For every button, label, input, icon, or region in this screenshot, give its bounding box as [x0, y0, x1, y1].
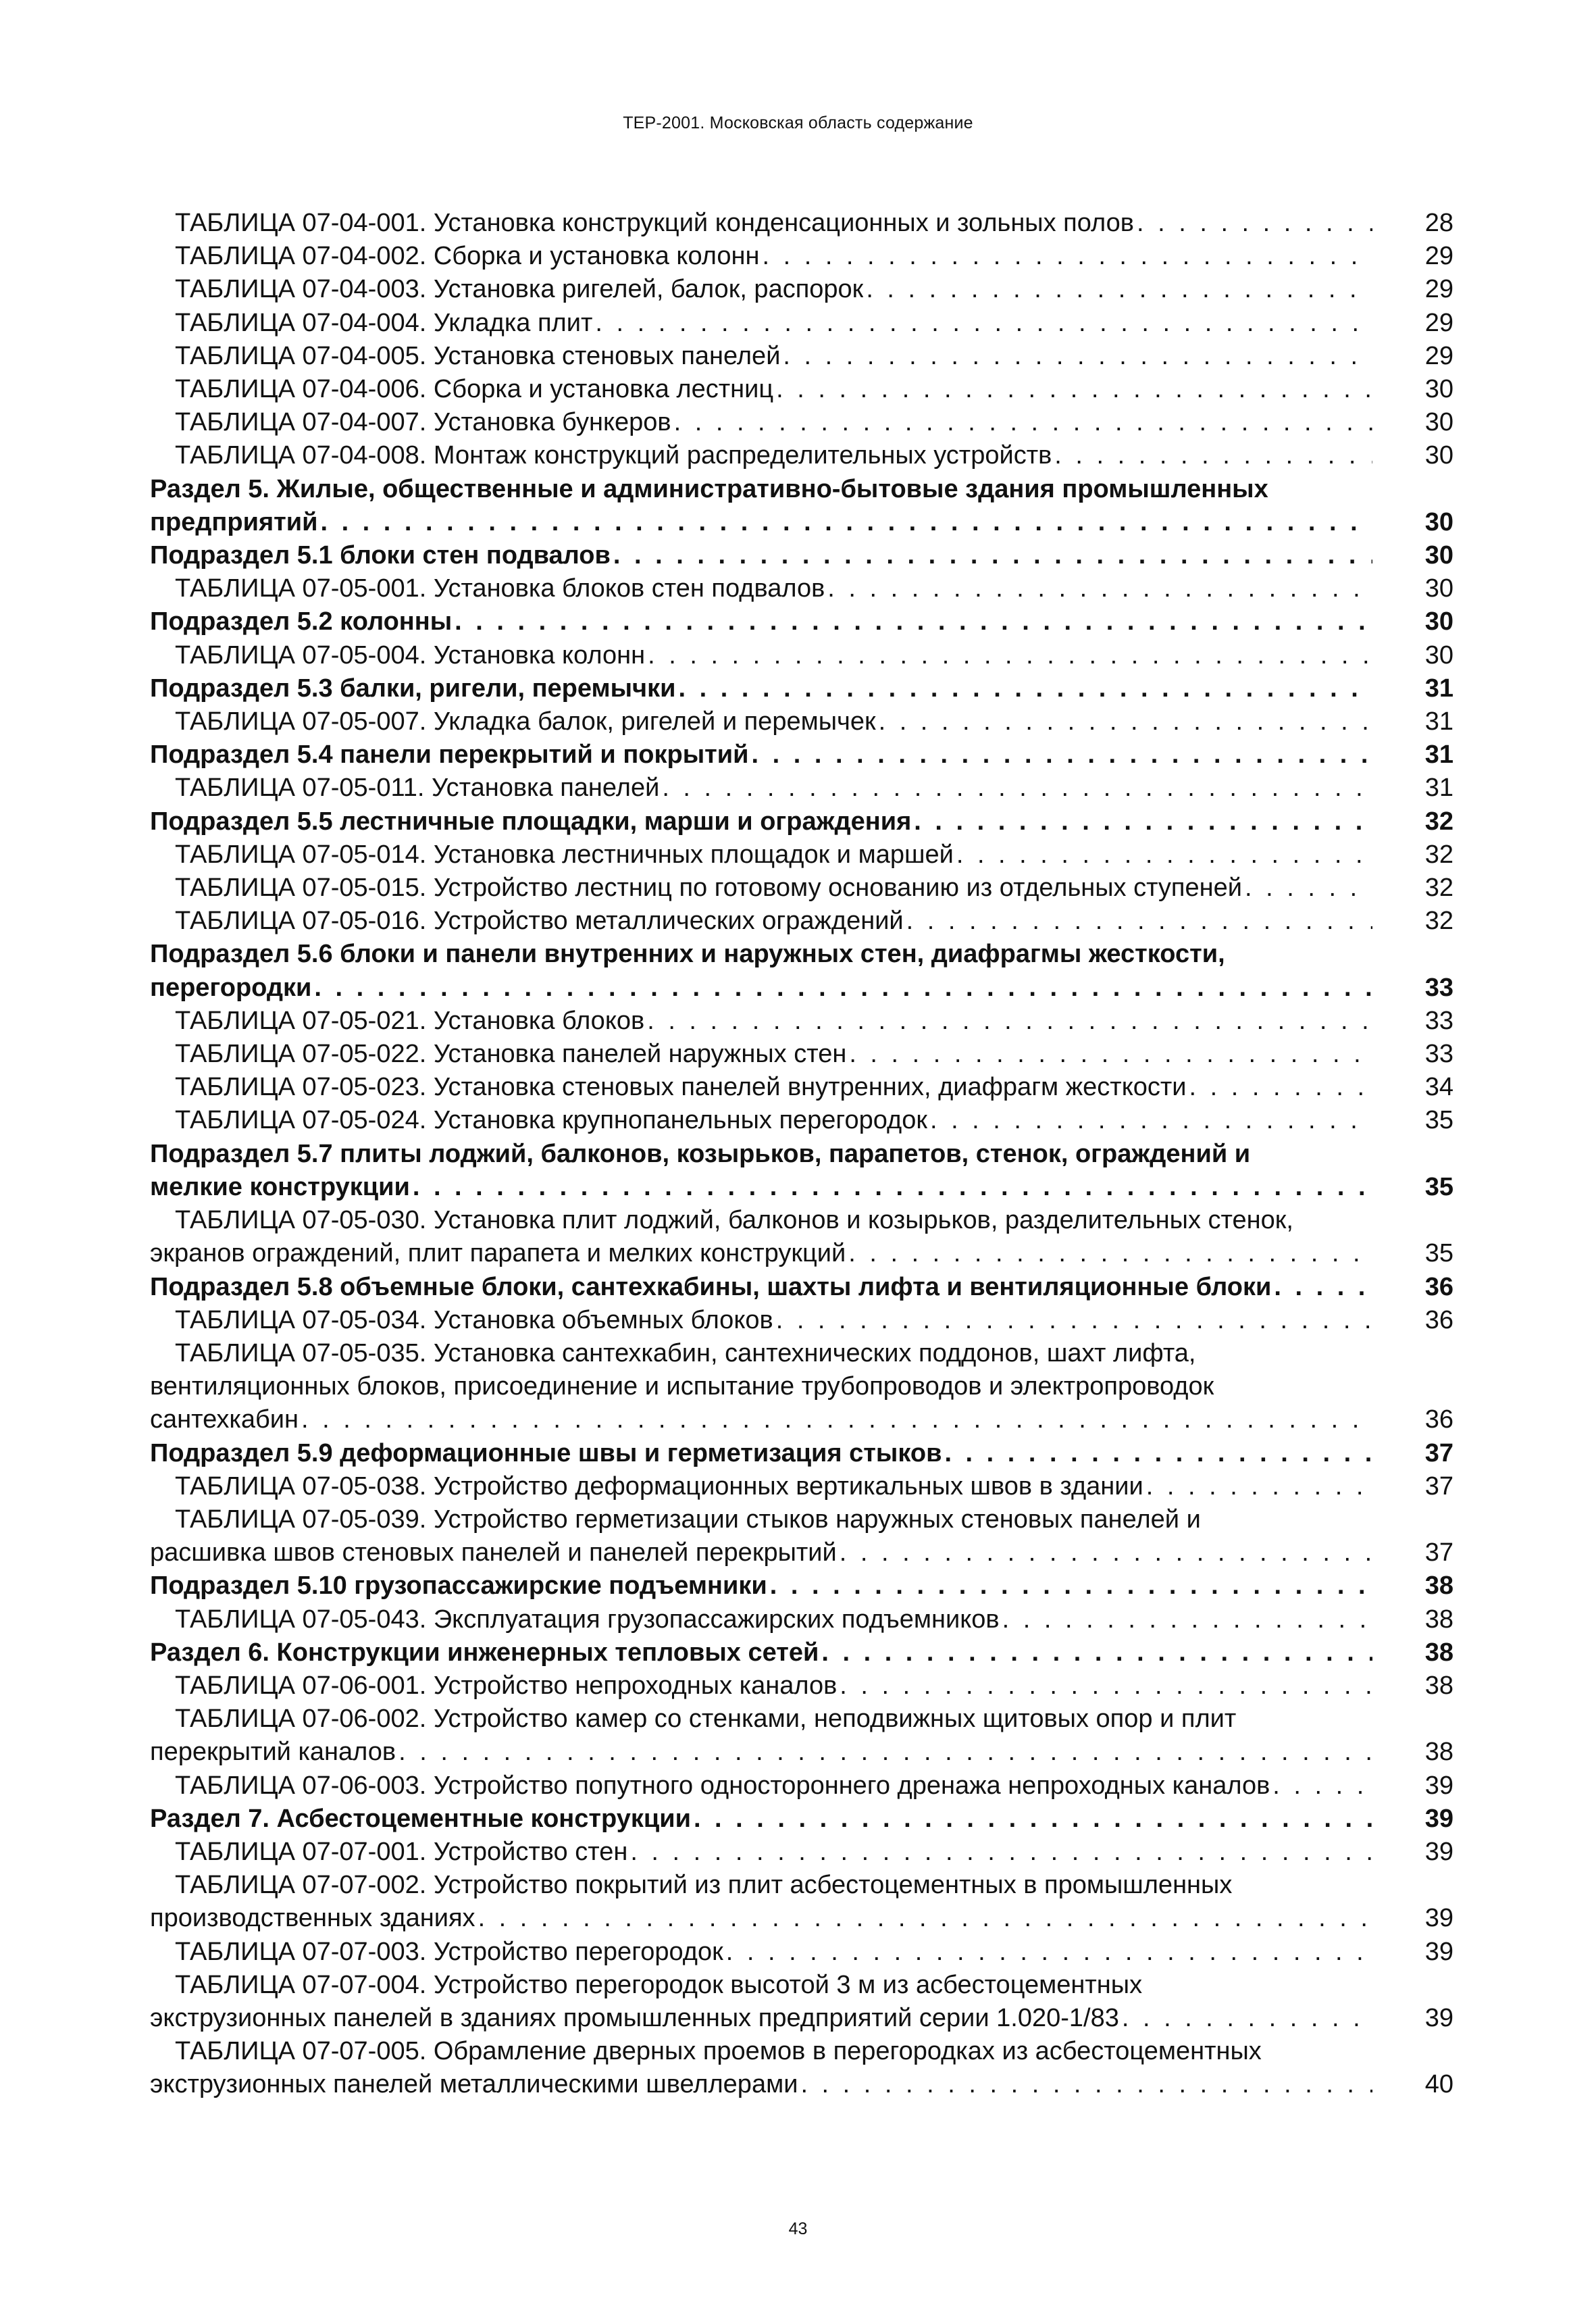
toc-entry-text-line: ТАБЛИЦА 07-07-002. Устройство покрытий из плит асбестоцементных в промышленных	[175, 1871, 1233, 1900]
dot-leader	[942, 1437, 1372, 1470]
toc-table-entry[interactable]	[150, 207, 1453, 240]
toc-page-number: 29	[1424, 341, 1453, 370]
toc-entry-title: ТАБЛИЦА 07-07-003. Устройство перегородок	[175, 1937, 723, 1966]
dot-leader	[1270, 1769, 1372, 1803]
dot-leader	[592, 307, 1372, 340]
toc-table-entry[interactable]	[150, 1769, 1453, 1803]
toc-table-entry[interactable]	[150, 2035, 1453, 2101]
toc-table-entry[interactable]	[150, 1038, 1453, 1071]
toc-table-entry[interactable]	[150, 1304, 1453, 1337]
dot-leader	[837, 1669, 1372, 1703]
dot-leader	[954, 838, 1372, 872]
toc-table-entry[interactable]	[150, 439, 1453, 472]
toc-page-number: 30	[1424, 408, 1453, 437]
toc-entry-title: Подраздел 5.9 деформационные швы и герметизация стыков	[150, 1438, 942, 1467]
toc-page-number: 31	[1424, 674, 1453, 703]
toc-entry-row	[150, 2002, 1453, 2035]
toc-table-entry[interactable]	[150, 1204, 1453, 1270]
toc-entry-title: ТАБЛИЦА 07-05-038. Устройство деформационных вертикальных швов в здании	[175, 1472, 1143, 1501]
dot-leader	[627, 1836, 1372, 1869]
toc-entry-row	[150, 1071, 1453, 1104]
dot-leader	[410, 1171, 1372, 1204]
dot-leader	[317, 506, 1372, 539]
toc-page-number: 32	[1424, 907, 1453, 936]
table-of-contents	[150, 207, 1453, 2102]
toc-entry-title: экструзионных панелей металлическими швеллерами	[150, 2070, 798, 2099]
toc-entry-title: Подраздел 5.5 лестничные площадки, марши и ограждения	[150, 807, 912, 836]
toc-entry-row	[150, 273, 1453, 306]
toc-entry-row	[150, 605, 1453, 638]
toc-entry-title: ТАБЛИЦА 07-05-016. Устройство металлических ограждений	[175, 907, 904, 936]
dot-leader	[1052, 439, 1372, 472]
dot-leader	[767, 1569, 1372, 1603]
toc-entry-title: Раздел 6. Конструкции инженерных тепловых сетей	[150, 1638, 819, 1667]
toc-entry-title: Подраздел 5.1 блоки стен подвалов	[150, 541, 611, 570]
toc-entry-title: ТАБЛИЦА 07-07-001. Устройство стен	[175, 1837, 628, 1866]
toc-page-number: 35	[1424, 1239, 1453, 1268]
toc-entry-row	[150, 1603, 1453, 1636]
toc-table-entry[interactable]	[150, 340, 1453, 373]
toc-page-number: 40	[1424, 2070, 1453, 2099]
toc-entry-row	[150, 1403, 1453, 1436]
dot-leader	[825, 572, 1372, 605]
toc-entry-title: ТАБЛИЦА 07-04-002. Сборка и установка колонн	[175, 242, 760, 271]
toc-entry-title: ТАБЛИЦА 07-06-001. Устройство непроходных каналов	[175, 1671, 838, 1700]
toc-table-entry[interactable]	[150, 572, 1453, 605]
toc-entry-row	[150, 1470, 1453, 1503]
toc-entry-title: Подраздел 5.3 балки, ригели, перемычки	[150, 674, 676, 703]
dot-leader	[644, 1005, 1372, 1038]
dot-leader	[759, 240, 1372, 273]
dot-leader	[837, 1536, 1372, 1569]
toc-entry-row	[150, 972, 1453, 1005]
dot-leader	[846, 1038, 1372, 1071]
toc-entry-title: ТАБЛИЦА 07-05-022. Установка панелей наружных стен	[175, 1040, 847, 1069]
toc-entry-row	[150, 240, 1453, 273]
toc-table-entry[interactable]	[150, 1969, 1453, 2035]
toc-entry-row	[150, 805, 1453, 838]
toc-entry-text-line: ТАБЛИЦА 07-05-035. Установка сантехкабин, сантехнических поддонов, шахт лифта,	[175, 1338, 1196, 1367]
toc-section-entry[interactable]	[150, 672, 1453, 705]
dot-leader	[773, 1304, 1372, 1337]
toc-page-number: 28	[1424, 209, 1453, 237]
toc-page-number: 31	[1424, 707, 1453, 736]
toc-page-number: 30	[1424, 507, 1453, 536]
toc-entry-row	[150, 1669, 1453, 1703]
toc-page-number: 36	[1424, 1405, 1453, 1434]
toc-section-entry[interactable]	[150, 1803, 1453, 1836]
toc-entry-row	[150, 705, 1453, 738]
toc-entry-title: ТАБЛИЦА 07-04-005. Установка стеновых панелей	[175, 341, 781, 370]
toc-entry-text-line: ТАБЛИЦА 07-06-002. Устройство камер со стенками, неподвижных щитовых опор и плит	[175, 1705, 1237, 1734]
toc-page-number: 32	[1424, 807, 1453, 836]
toc-entry-title: ТАБЛИЦА 07-05-015. Устройство лестниц по готовому основанию из отдельных ступеней	[175, 874, 1242, 903]
toc-entry-title: Подраздел 5.10 грузопассажирские подъемники	[150, 1571, 767, 1601]
toc-table-entry[interactable]	[150, 1703, 1453, 1769]
toc-entry-title: ТАБЛИЦА 07-04-008. Монтаж конструкций распределительных устройств	[175, 441, 1052, 470]
toc-entry-row	[150, 1171, 1453, 1204]
toc-entry-title: ТАБЛИЦА 07-05-034. Установка объемных блоков	[175, 1305, 773, 1334]
toc-entry-title: ТАБЛИЦА 07-05-011. Установка панелей	[175, 774, 660, 803]
toc-entry-title: экструзионных панелей в зданиях промышленных предприятий серии 1.020-1/83	[150, 2003, 1119, 2032]
dot-leader	[691, 1803, 1372, 1836]
toc-entry-title: ТАБЛИЦА 07-04-006. Сборка и установка лестниц	[175, 375, 774, 404]
dot-leader	[659, 772, 1372, 805]
toc-entry-row	[150, 905, 1453, 938]
toc-entry-row	[150, 672, 1453, 705]
dot-leader	[773, 373, 1372, 406]
toc-entry-title: ТАБЛИЦА 07-04-001. Установка конструкций конденсационных и зольных полов	[175, 209, 1134, 237]
toc-entry-row	[150, 1736, 1453, 1769]
dot-leader	[749, 738, 1372, 772]
toc-entry-row	[150, 1038, 1453, 1071]
toc-entry-title: ТАБЛИЦА 07-05-014. Установка лестничных площадок и маршей	[175, 840, 954, 869]
toc-table-entry[interactable]	[150, 1869, 1453, 1935]
toc-entry-row	[150, 307, 1453, 340]
toc-entry-row	[150, 1836, 1453, 1869]
toc-page-number: 30	[1424, 375, 1453, 404]
toc-section-entry[interactable]	[150, 1271, 1453, 1304]
dot-leader	[1271, 1271, 1372, 1304]
dot-leader	[780, 340, 1372, 373]
toc-page-number: 38	[1424, 1605, 1453, 1634]
toc-page-number: 33	[1424, 973, 1453, 1002]
toc-entry-title: Подраздел 5.4 панели перекрытий и покрытий	[150, 740, 749, 770]
toc-entry-title: Раздел 7. Асбестоцементные конструкции	[150, 1804, 691, 1833]
toc-entry-text-line: ТАБЛИЦА 07-05-030. Установка плит лоджий, балконов и козырьков, разделительных стенок,	[175, 1206, 1293, 1235]
dot-leader	[819, 1636, 1372, 1669]
toc-entry-row	[150, 1902, 1453, 1935]
toc-entry-row	[150, 1104, 1453, 1137]
toc-entry-title: ТАБЛИЦА 07-05-024. Установка крупнопанельных перегородок	[175, 1106, 927, 1135]
dot-leader	[671, 406, 1372, 439]
toc-entry-row	[150, 1769, 1453, 1803]
toc-entry-text-line: ТАБЛИЦА 07-07-005. Обрамление дверных проемов в перегородках из асбестоцементных	[175, 2037, 1262, 2066]
dot-leader	[311, 972, 1372, 1005]
dot-leader	[1242, 872, 1372, 905]
toc-entry-title: ТАБЛИЦА 07-05-004. Установка колонн	[175, 640, 646, 670]
toc-table-entry[interactable]	[150, 307, 1453, 340]
toc-page-number: 35	[1424, 1106, 1453, 1135]
toc-section-entry[interactable]	[150, 1636, 1453, 1669]
toc-entry-title: ТАБЛИЦА 07-05-007. Укладка балок, ригелей и перемычек	[175, 707, 876, 736]
toc-page-number: 39	[1424, 2003, 1453, 2032]
toc-table-entry[interactable]	[150, 772, 1453, 805]
toc-entry-row	[150, 406, 1453, 439]
toc-section-entry[interactable]	[150, 473, 1453, 539]
toc-page-number: 39	[1424, 1837, 1453, 1866]
toc-table-entry[interactable]	[150, 373, 1453, 406]
toc-page-number: 30	[1424, 541, 1453, 570]
toc-entry-title: ТАБЛИЦА 07-05-001. Установка блоков стен подвалов	[175, 574, 825, 603]
toc-page-number: 36	[1424, 1272, 1453, 1301]
toc-entry-row	[150, 772, 1453, 805]
toc-table-entry[interactable]	[150, 838, 1453, 872]
toc-entry-title: сантехкабин	[150, 1405, 299, 1434]
toc-entry-row	[150, 1803, 1453, 1836]
toc-section-entry[interactable]	[150, 738, 1453, 772]
toc-entry-row	[150, 1536, 1453, 1569]
toc-entry-title: ТАБЛИЦА 07-05-021. Установка блоков	[175, 1006, 645, 1035]
toc-entry-title: перегородки	[150, 973, 312, 1002]
toc-entry-text-line: ТАБЛИЦА 07-05-039. Устройство герметизации стыков наружных стеновых панелей и	[175, 1505, 1201, 1534]
toc-page-number: 30	[1424, 441, 1453, 470]
dot-leader	[475, 1902, 1372, 1935]
dot-leader	[452, 605, 1372, 638]
toc-table-entry[interactable]	[150, 1503, 1453, 1569]
toc-section-entry[interactable]	[150, 1138, 1453, 1204]
toc-table-entry[interactable]	[150, 1337, 1453, 1437]
toc-entry-row	[150, 1437, 1453, 1470]
running-header: ТЕР-2001. Московская область содержание	[623, 114, 973, 132]
toc-entry-row	[150, 506, 1453, 539]
toc-section-entry[interactable]	[150, 1569, 1453, 1603]
toc-entry-title: Подраздел 5.2 колонны	[150, 607, 453, 636]
toc-section-entry[interactable]	[150, 605, 1453, 638]
toc-entry-row	[150, 373, 1453, 406]
toc-entry-row	[150, 738, 1453, 772]
toc-table-entry[interactable]	[150, 1603, 1453, 1636]
toc-page-number: 37	[1424, 1438, 1453, 1467]
toc-entry-row	[150, 1569, 1453, 1603]
dot-leader	[876, 705, 1372, 738]
page-number: 43	[788, 2219, 808, 2238]
toc-table-entry[interactable]	[150, 639, 1453, 672]
toc-page-number: 30	[1424, 574, 1453, 603]
toc-page-number: 36	[1424, 1305, 1453, 1334]
toc-page-number: 39	[1424, 1771, 1453, 1800]
toc-page-number: 38	[1424, 1671, 1453, 1700]
toc-page-number: 38	[1424, 1638, 1453, 1667]
toc-entry-row	[150, 539, 1453, 572]
toc-table-entry[interactable]	[150, 240, 1453, 273]
dot-leader	[1119, 2002, 1372, 2035]
toc-table-entry[interactable]	[150, 1104, 1453, 1137]
toc-entry-row	[150, 1271, 1453, 1304]
toc-entry-text-line: ТАБЛИЦА 07-07-004. Устройство перегородок высотой 3 м из асбестоцементных	[175, 1970, 1143, 1999]
toc-section-entry[interactable]	[150, 805, 1453, 838]
toc-page-number: 29	[1424, 308, 1453, 337]
toc-entry-title: расшивка швов стеновых панелей и панелей перекрытий	[150, 1538, 837, 1567]
toc-page-number: 37	[1424, 1538, 1453, 1567]
toc-entry-title: ТАБЛИЦА 07-06-003. Устройство попутного одностороннего дренажа непроходных каналов	[175, 1771, 1270, 1800]
toc-table-entry[interactable]	[150, 1470, 1453, 1503]
toc-section-entry[interactable]	[150, 1437, 1453, 1470]
toc-entry-text-line: Подраздел 5.7 плиты лоджий, балконов, козырьков, парапетов, стенок, ограждений и	[150, 1139, 1251, 1168]
dot-leader	[798, 2068, 1372, 2101]
toc-page-number: 29	[1424, 275, 1453, 304]
toc-page-number: 30	[1424, 607, 1453, 636]
toc-entry-row	[150, 2068, 1453, 2101]
toc-entry-title: ТАБЛИЦА 07-05-043. Эксплуатация грузопассажирских подъемников	[175, 1605, 1000, 1634]
toc-page-number: 39	[1424, 1937, 1453, 1966]
toc-entry-row	[150, 1005, 1453, 1038]
toc-page-number: 31	[1424, 774, 1453, 803]
toc-page-number: 34	[1424, 1073, 1453, 1102]
toc-entry-title: ТАБЛИЦА 07-04-007. Установка бункеров	[175, 408, 671, 437]
dot-leader	[723, 1936, 1372, 1969]
toc-entry-row	[150, 1237, 1453, 1270]
toc-table-entry[interactable]	[150, 872, 1453, 905]
toc-page-number: 29	[1424, 242, 1453, 271]
dot-leader	[1187, 1071, 1372, 1104]
dot-leader	[1000, 1603, 1372, 1636]
toc-section-entry[interactable]	[150, 539, 1453, 572]
toc-entry-row	[150, 572, 1453, 605]
toc-table-entry[interactable]	[150, 1936, 1453, 1969]
dot-leader	[611, 539, 1372, 572]
dot-leader	[645, 639, 1372, 672]
toc-entry-title: Подраздел 5.8 объемные блоки, сантехкабины, шахты лифта и вентиляционные блоки	[150, 1272, 1272, 1301]
toc-entry-row	[150, 1304, 1453, 1337]
toc-entry-row	[150, 639, 1453, 672]
toc-entry-title: производственных зданиях	[150, 1904, 475, 1933]
toc-page-number: 35	[1424, 1172, 1453, 1201]
toc-entry-title: мелкие конструкции	[150, 1172, 410, 1201]
toc-entry-row	[150, 439, 1453, 472]
toc-table-entry[interactable]	[150, 905, 1453, 938]
dot-leader	[911, 805, 1372, 838]
toc-entry-title: ТАБЛИЦА 07-04-004. Укладка плит	[175, 308, 593, 337]
toc-page-number: 39	[1424, 1904, 1453, 1933]
dot-leader	[299, 1403, 1372, 1436]
toc-entry-row	[150, 838, 1453, 872]
toc-page-number: 32	[1424, 840, 1453, 869]
toc-entry-text-line: вентиляционных блоков, присоединение и испытание трубопроводов и электропроводок	[150, 1372, 1214, 1401]
toc-table-entry[interactable]	[150, 1071, 1453, 1104]
toc-entry-title: ТАБЛИЦА 07-05-023. Установка стеновых панелей внутренних, диафрагм жесткости	[175, 1073, 1187, 1102]
toc-section-entry[interactable]	[150, 938, 1453, 1004]
toc-entry-row	[150, 207, 1453, 240]
dot-leader	[676, 672, 1373, 705]
dot-leader	[396, 1736, 1372, 1769]
toc-page-number: 30	[1424, 640, 1453, 670]
dot-leader	[1134, 207, 1372, 240]
dot-leader	[846, 1237, 1372, 1270]
toc-entry-row	[150, 1636, 1453, 1669]
toc-table-entry[interactable]	[150, 705, 1453, 738]
toc-entry-title: экранов ограждений, плит парапета и мелких конструкций	[150, 1239, 846, 1268]
toc-page-number: 38	[1424, 1571, 1453, 1601]
toc-page-number: 39	[1424, 1804, 1453, 1833]
dot-leader	[904, 905, 1372, 938]
toc-entry-row	[150, 1936, 1453, 1969]
toc-table-entry[interactable]	[150, 1669, 1453, 1703]
toc-entry-text-line: Подраздел 5.6 блоки и панели внутренних и наружных стен, диафрагмы жесткости,	[150, 940, 1225, 969]
toc-entry-text-line: Раздел 5. Жилые, общественные и административно-бытовые здания промышленных	[150, 474, 1268, 503]
toc-page-number: 37	[1424, 1472, 1453, 1501]
toc-page-number: 33	[1424, 1006, 1453, 1035]
toc-page-number: 32	[1424, 874, 1453, 903]
toc-entry-title: ТАБЛИЦА 07-04-003. Установка ригелей, балок, распорок	[175, 275, 864, 304]
toc-table-entry[interactable]	[150, 406, 1453, 439]
toc-entry-row	[150, 340, 1453, 373]
toc-page-number: 31	[1424, 740, 1453, 770]
dot-leader	[927, 1104, 1372, 1137]
toc-entry-row	[150, 872, 1453, 905]
dot-leader	[863, 273, 1372, 306]
toc-table-entry[interactable]	[150, 1005, 1453, 1038]
toc-entry-title: перекрытий каналов	[150, 1738, 396, 1767]
toc-entry-title: предприятий	[150, 507, 318, 536]
toc-table-entry[interactable]	[150, 1836, 1453, 1869]
toc-page-number: 33	[1424, 1040, 1453, 1069]
dot-leader	[1143, 1470, 1372, 1503]
toc-page-number: 38	[1424, 1738, 1453, 1767]
toc-table-entry[interactable]	[150, 273, 1453, 306]
